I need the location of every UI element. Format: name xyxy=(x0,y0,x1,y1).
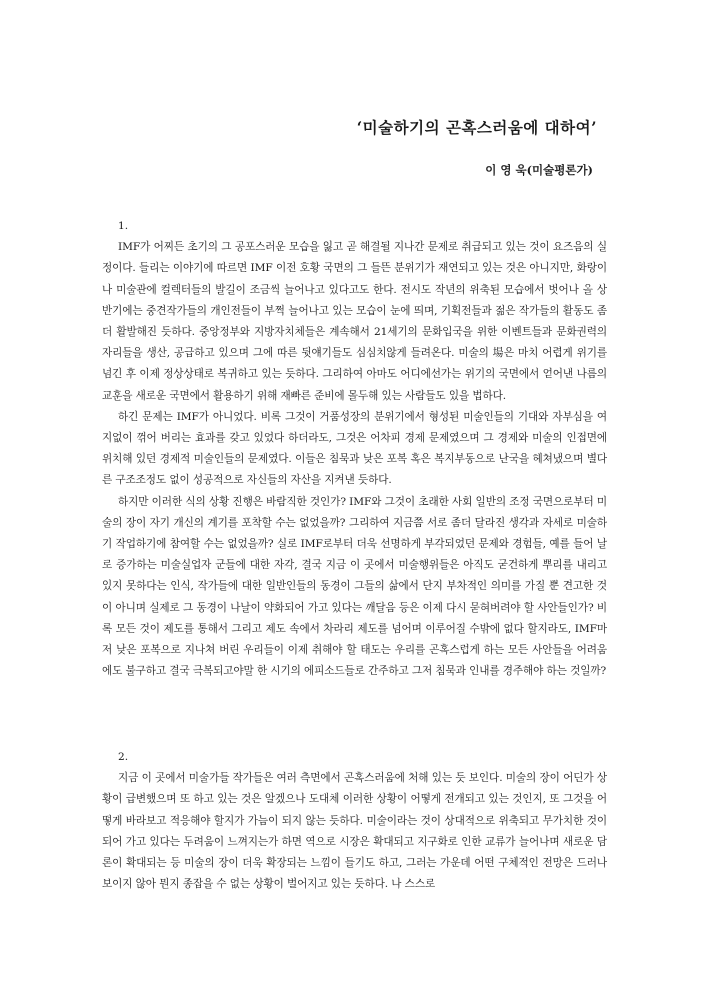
paragraph: 하지만 이러한 식의 상황 진행은 바람직한 것인가? IMF와 그것이 초래한 사회 일반의 조정 국면으로부터 미술의 장이 자기 개신의 계기를 포착할 수는 없었을까? 그리하여 지금쯤 서로 좀더 달라진 생각과 자세로 미술하기 작업하기에 참여할 수는 없었을까? 실로 IMF로부터 더욱 선명하게 부각되었던 문제와 경험들, 예를 들어 날로 증가하는 미술실업자 군들에 대한 자각, 결국 지금 이 곳에서 미술행위들은 아직도 굳건하게 뿌리를 내리고 있지 못하다는 인식, 작가들에 대한 일반인들의 동경이 그들의 삶에서 단지 부차적인 의미를 가질 뿐 견고한 것이 아니며 실제로 그 동경이 나날이 약화되어 가고 있다는 깨달음 등은 이제 다시 묻혀버려야 할 사안들인가? 비록 모든 것이 제도를 통해서 그리고 제도 속에서 차라리 제도를 넘어며 이루어질 수밖에 없다 할지라도, IMF마저 낮은 포복으로 지나쳐 버린 우리들이 이제 취해야 할 태도는 우리를 곤혹스럽게 하는 모든 사안들을 어려움에도 불구하고 결국 극복되고야말 한 시기의 에피소드들로 간주하고 그저 침묵과 인내를 경주해야 하는 것일까? xyxy=(102,495,607,678)
paragraph: IMF가 어찌든 초기의 그 공포스러운 모습을 잃고 곧 해결될 지나간 문제로 취급되고 있는 것이 요즈음의 실정이다. 들리는 이야기에 따르면 IMF 이전 호황 국면의 그 들뜬 분위기가 재연되고 있는 것은 아니지만, 화랑이나 미술관에 컬렉터들의 발길이 조금씩 늘어나고 있다고도 한다. 전시도 작년의 위축된 모습에서 벗어나 올 상반기에는 중견작가들의 개인전들이 부쩍 늘어나고 있는 모습이 눈에 띄며, 기획전들과 젊은 작가들의 활동도 좀더 활발해진 듯하다. 중앙정부와 지방자치체들은 계속해서 21세기의 문화입국을 위한 이벤트들과 문화권력의 자리들을 생산, 공급하고 있으며 그에 따른 뒷얘기들도 심심치않게 들려온다. 미술의 場은 마치 어렵게 위기를 넘긴 후 이제 정상상태로 복귀하고 있는 듯하다. 그리하여 아마도 어디에선가는 위기의 국면에서 얻어낸 나름의 교훈을 새로운 국면에서 활용하기 위해 재빠른 준비에 몰두해 있는 사람들도 있을 법하다. xyxy=(102,241,607,402)
paragraph: 하긴 문제는 IMF가 아니었다. 비록 그것이 거품성장의 분위기에서 형성된 미술인들의 기대와 자부심을 여지없이 꺾어 버리는 효과를 갖고 있었다 하더라도, 그것은 어차피 경제 문제였으며 그 경제와 미술의 인접면에 위치해 있던 경제적 미술인들의 문제였다. 이들은 침묵과 낮은 포복 혹은 복지부동으로 난국을 헤쳐냈으며 별다른 구조조정도 없이 성공적으로 자신들의 자산을 지켜낸 듯하다. xyxy=(102,410,607,487)
section-2 xyxy=(102,747,607,895)
section-number: 1. xyxy=(118,220,129,232)
author-byline: 이 영 욱(미술평론가) xyxy=(485,163,593,177)
section-1 xyxy=(102,216,607,682)
document-title: ‘미술하기의 곤혹스러움에 대하여’ xyxy=(356,118,597,137)
section-number: 2. xyxy=(118,751,129,763)
paragraph: 지금 이 곳에서 미술가들 작가들은 여러 측면에서 곤혹스러움에 처해 있는 듯 보인다. 미술의 장이 어딘가 상황이 급변했으며 또 하고 있는 것은 알겠으나 도대체 이러한 상황이 어떻게 전개되고 있는 것인지, 또 그것을 어떻게 바라보고 적응해야 할지가 가늠이 되지 않는 듯하다. 미술이라는 것이 상대적으로 위축되고 무가치한 것이 되어 가고 있다는 두려움이 느껴지는가 하면 역으로 시장은 확대되고 지구화로 인한 교류가 늘어나며 새로운 담론이 확대되는 등 미술의 장이 더욱 확장되는 느낌이 들기도 하고, 그러는 가운데 어떤 구체적인 전망은 드러나 보이지 않아 뭔지 종잡을 수 없는 상황이 벌어지고 있는 듯하다. 나 스스로 xyxy=(102,772,607,891)
